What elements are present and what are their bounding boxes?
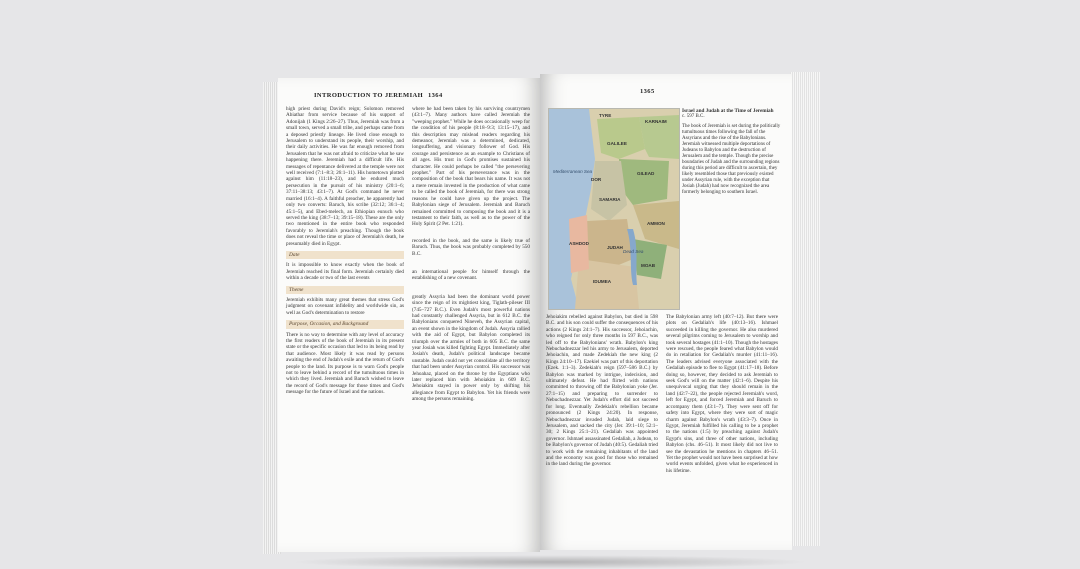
- map-label-mediterranean: Mediterranean Sea: [553, 169, 593, 174]
- left-page: [278, 78, 540, 552]
- left-column-2: [412, 106, 530, 403]
- left-col1-date-text: It is impossible to know exactly when the book of Jeremiah reached its final form. Jeremiah certainly died within a decade or two of the last events: [286, 262, 404, 282]
- left-column-1: [286, 106, 404, 403]
- section-heading-purpose: Purpose, Occasion, and Background: [286, 320, 404, 328]
- map-caption: [682, 108, 782, 196]
- map-label-dead-sea: Dead Sea: [623, 249, 644, 254]
- section-heading-theme: Theme: [286, 286, 404, 294]
- map-caption-date: c. 597 B.C.: [682, 114, 705, 119]
- left-col1-theme-text: Jeremiah exhibits many great themes that stress God's judgment on covenant infidelity and worldwide sin, as well as God's determination to restore: [286, 296, 404, 316]
- map-label-judah: JUDAH: [607, 245, 623, 250]
- book-shadow: [290, 555, 810, 569]
- map-label-dor: DOR: [591, 177, 602, 182]
- right-col2-body: The Babylonian army left (40:7–12). But there were plots on Gedaliah's life (40:13–16). Ishmael succeeded in killing the governor. He also murdered several pilgrims coming to Jerusalem to worship and took several hostages (41:1–10). Though the hostages were rescued, the people feared what Babylon would do in retaliation for Gedaliah's murder (41:11–16). The leaders advised everyone associated with the Gedaliah episode to flee to Egypt (41:17–18). Before doing so, however, they decided to ask Jeremiah to seek God's will on the matter (42:1–6). Despite his unequivocal urging that they should remain in the land (42:7–22), the people rejected Jeremiah's word, left for Egypt, and forced Jeremiah and Baruch to accompany them (43:1–7). They were sent off for safety into Egypt, where they were sort of magic charm against Babylon's wrath (43:3–7). Once in Egypt, Jeremiah fulfilled his calling to be a prophet to the nations (1:5) by preaching against Judah's Egypt's sins, and three of other nations, including Babylon (chs. 46–51). It most likely did not live to see the devastation he mentions in chapters 46–51. Yet the prophet would not have been surprised at how world events unfolded, given what he experienced in his lifetime.: [666, 314, 778, 474]
- map-label-moab: MOAB: [641, 263, 656, 268]
- left-col2-theme-text: an international people for himself through the establishing of a new covenant.: [412, 268, 530, 282]
- map-label-samaria: SAMARIA: [599, 197, 621, 202]
- section-heading-date: Date: [286, 251, 404, 259]
- left-col2-body: where he had been taken by his surviving countrymen (43:1–7). Many authors have called Jeremiah the "weeping prophet." While he does occasionally weep for the condition of his people (8:18–9:3; 13:15–17), and this description may mislead readers regarding his demeanor, Jeremiah was a determined, dedicated, longsuffering, and visionary follower of God. His courage and persistence as an example to Christians of all ages. His trust in God's promises sustained his character. He could perhaps be called "the persevering prophet." Part of his perseverance was in the composition of the book that bears his name. It was not a mere remain invested in the production of what came to be called the book of Jeremiah, for there was strong reasons he could have given up the project. The Babylonian siege of Jerusalem. Jeremiah and Baruch remained committed to composing the book and it is a testament to their faith, as well as to the power of the Holy Spirit (2 Pet. 1:21).: [412, 106, 530, 228]
- left-page-columns: [286, 106, 530, 403]
- map-label-tyre: TYRE: [599, 113, 612, 118]
- map-israel-judah: [548, 108, 680, 310]
- left-col2-purpose-text: greatly Assyria had been the dominant world power since the reign of its mightiest king, Tiglath-pileser III (745–727 B.C.). Even Judah's most powerful nations had constantly challenged Assyria, but in 612 B.C. the Babylonians conquered Nineveh, the Assyrian capital, an event shown in the kingdom of Judah. Assyria rallied with the aid of Egypt, but Babylon completed its triumph over the armies of both in 605 B.C. the same year Josiah was killed fighting Egypt. Immediately after Josiah's death, Judah's political landscape became unstable. Judah could not yet consolidate all the territory that had been under Assyrian control. His successor was Jehoahaz, placed on the throne by the Egyptians who later replaced him with Jehoiakim in 609 B.C. Jehoiakim stayed in power only by shifting his allegiance from Egypt to Babylon. Yet his friends were among the persons remaining.: [412, 293, 530, 403]
- right-page: [540, 74, 792, 550]
- left-col1-body: high priest during David's reign; Solomon removed Abiathar from service because of his support of Adonijah (1 Kings 2:26–27). Thus, Jeremiah was from a small town, served a small tribe, and perhaps came from a deposed priestly lineage. He lived close enough to Jerusalem to understand its people, their worship, and their daily activities. He was far enough removed from Jerusalem that he was not afraid to criticize what he saw happening there. Jeremiah had a difficult life. His messages of repentance delivered at the temple were not well received (7:1–8:3; 26:1–11). His hometown plotted against him (11:18–23), and he endured much persecution in the pursuit of his ministry (20:1–6; 37:11–38:13; 43:1–7). At God's command he never married (16:1–4). A faithful preacher, he apparently had only two converts: Baruch, his scribe (32:12; 36:1–4; 45:1–5), and Ebed-melech, an Ethiopian eunuch who served the king (38:7–13; 39:15–18). These are the only two mentioned in the entire book who responded favorably to Jeremiah's preaching. Though the book does not reveal the time or place of Jeremiah's death, he presumably died in Egypt.: [286, 106, 404, 247]
- right-page-edges: [790, 72, 820, 546]
- map-caption-text: The book of Jeremiah is set during the politically tumultuous times following the fall of the Assyrians and the rise of the Babylonians. Jeremiah witnessed multiple deportations of Judeans to Babylon and the destruction of Jerusalem and the temple. Though the precise boundaries of Judah and the surrounding regions during this period are difficult to ascertain, they likely resembled those that previously existed under Assyrian rule, with the exception that Josiah (Judah) had now recognized the area formerly belonging to southern Israel.: [682, 124, 781, 195]
- map-graphic: [549, 109, 679, 309]
- left-col2-date-text: recorded in the book, and the same is likely true of Baruch. Thus, the book was probably completed by 550 B.C.: [412, 237, 530, 257]
- map-label-idumea: IDUMEA: [593, 279, 612, 284]
- map-label-gilead: GILEAD: [637, 171, 655, 176]
- map-label-galilee: GALILEE: [607, 141, 627, 146]
- left-page-number: 1364: [428, 92, 443, 99]
- map-label-karnaim: KARNAIM: [645, 119, 667, 124]
- left-col1-purpose-text: There is no way to determine with any level of accuracy the first readers of the book of Jeremiah in its present state or the specific occasion that led to its being read by that audience. Most likely it was read by persons awaiting the end of Judah's exile and the return of God's people to the land. Its purpose is to warn God's people not to leave behind a record of the tumultuous times in which they lived. Jeremiah and Baruch wished to leave the record of God's message for those times and God's message for the future of Israel and the nations.: [286, 331, 404, 396]
- left-running-head: INTRODUCTION TO JEREMIAH: [314, 92, 424, 99]
- right-page-columns: [546, 314, 778, 474]
- map-label-ammon: AMMON: [647, 221, 665, 226]
- map-caption-title: Israel and Judah at the Time of Jeremiah: [682, 108, 774, 114]
- right-column-1: [546, 314, 658, 474]
- right-col1-body: Jehoiakim rebelled against Babylon, but died in 598 B.C. and his son could suffer the consequences of his actions (2 Kings 24:1–7). His successor, Jehoiachin, who reigned for only three months in 597 B.C., was led off to the Babylonians' wrath. Babylon's king Nebuchadnezzar led his army to Jerusalem, deported Jehoiachin, and made Zedekiah the new king (2 Kings 24:10–17). Ezekiel was part of this deportation (Ezek. 1:1–3). Zedekiah's reign (597–586 B.C.) by Babylon was marked by intrigue, indecision, and ultimately defeat. He had flirted with nations committed to throwing off the Babylonian yoke (Jer. 27:1–15) and preparing to surrender to Nebuchadnezzar. Yet Judah's effort did not succeed for long. Eventually Zedekiah's rebellion became pronounced (2 Kings 24:20). In response, Nebuchadnezzar invaded Judah, laid siege to Jerusalem, and sacked the city (Jer. 39:1–10; 52:1–30; 2 Kings 25:1–21). Gedaliah was appointed governor. Ishmael assassinated Gedaliah, a Judean, to be Babylon's governor of Judah (40:5). Gedaliah tried to work with the remaining inhabitants of the land and the economy was good for those who remained in the land during the governor.: [546, 314, 658, 468]
- map-label-ashdod: ASHDOD: [569, 241, 589, 246]
- right-page-number: 1365: [640, 88, 655, 95]
- right-column-2: [666, 314, 778, 474]
